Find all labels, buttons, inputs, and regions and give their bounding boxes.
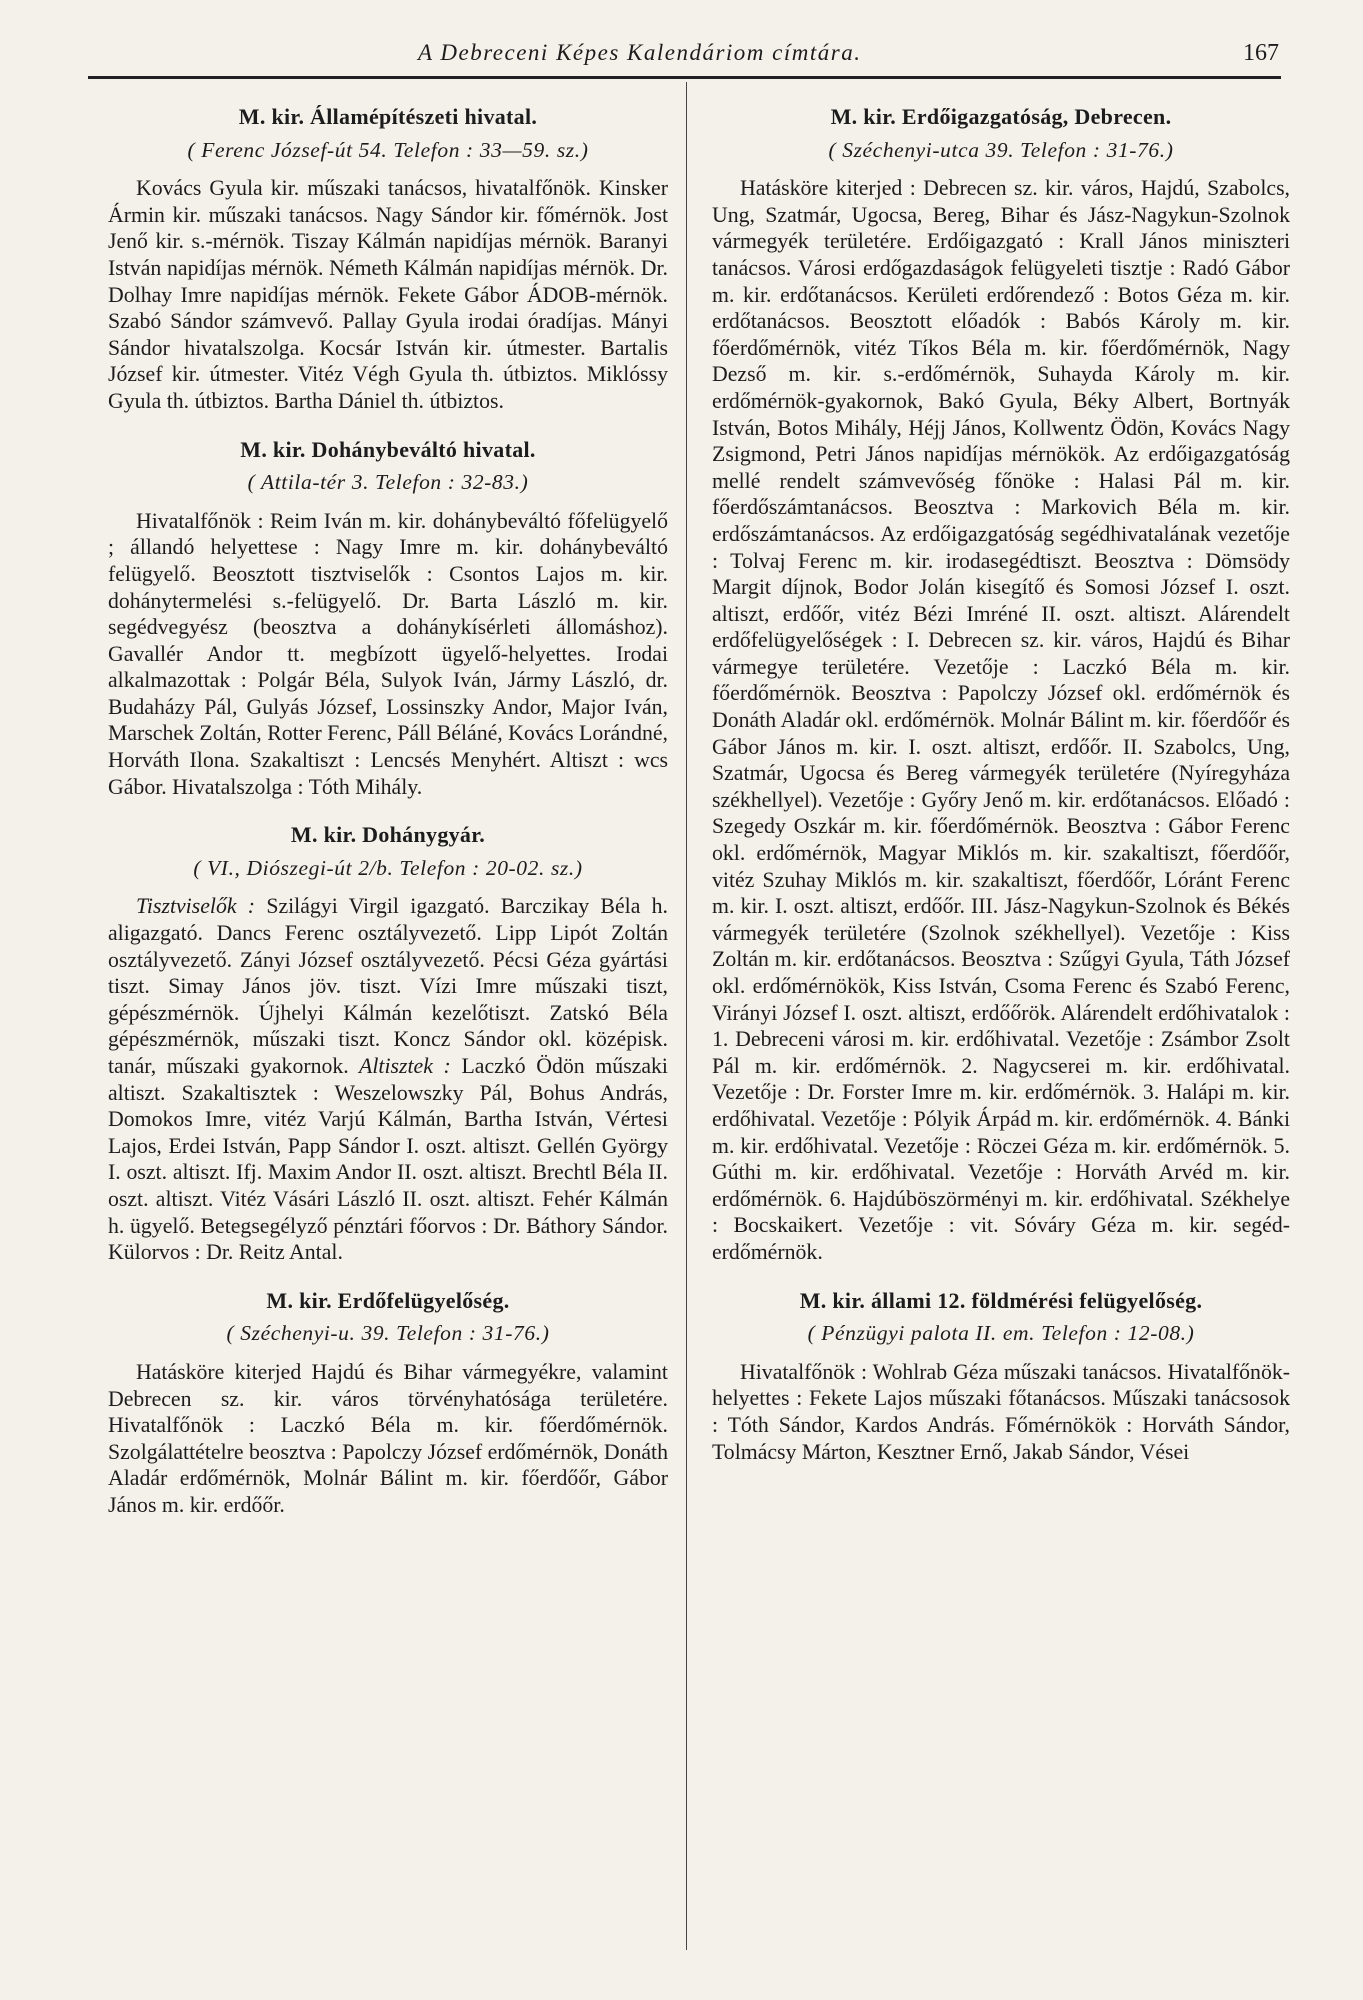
- running-title: A Debreceni Képes Kalendáriom címtára.: [418, 40, 862, 65]
- body-text: Szilágyi Virgil igazgató. Barczikay Béla h. aligazgató. Dancs Ferenc osztályvezető. Lipp Lipót Zoltán osztályvezető. Zányi József osztályvezető. Pécsi Géza gyártási tiszt. Simay János jöv. tiszt. Vízi Imre műszaki tiszt, gépészmérnök. Újhelyi Kálmán kezelőtiszt. Zatskó Béla gépészmérnök, műszaki tiszt. Koncz Sándor okl. középisk. tanár, műszaki gyakornok.: [108, 894, 668, 1078]
- section-body: Hatásköre kiterjed Hajdú és Bihar vármegyékre, valamint Debrecen sz. kir. város törvényhatósága területére. Hivatalfőnök : Laczkó Béla m. kir. főerdőmérnök. Szolgálattételre beosztva : Papolczy József erdőmérnök, Donáth Aladár erdőmérnök, Molnár Bálint m. kir. főerdőőr, Gábor János m. kir. erdőőr.: [108, 1359, 668, 1517]
- body-lead-2: Altisztek :: [348, 1054, 451, 1078]
- section-erdoigazgatosag: [712, 104, 1290, 1266]
- section-body: Kovács Gyula kir. műszaki tanácsos, hivatalfőnök. Kinsker Ármin kir. műszaki tanácsos. Nagy Sándor kir. főmérnök. Jost Jenő kir. s.-mérnök. Tiszay Kálmán napidíjas mérnök. Baranyi István napidíjas mérnök. Németh Kálmán napidíjas mérnök. Dr. Dolhay Imre napidíjas mérnök. Fekete Gábor ÁDOB-mérnök. Szabó Sándor számvevő. Pallay Gyula irodai óradíjas. Mányi Sándor hivatalszolga. Kocsár István kir. útmester. Bartalis József kir. útmester. Vitéz Végh Gyula th. útbiztos. Miklóssy Gyula th. útbiztos. Bartha Dániel th. útbiztos.: [108, 176, 668, 413]
- section-body: Hivatalfőnök : Wohlrab Géza műszaki tanácsos. Hivatalfőnök-helyettes : Fekete Lajos műszaki főtanácsos. Műszaki tanácsosok : Tóth Sándor, Kardos András. Főmérnökök : Horváth Sándor, Tolmácsy Márton, Kesztner Ernő, Jakab Sándor, Vései: [712, 1359, 1290, 1464]
- section-erdofelugyeloseg: [108, 1288, 668, 1519]
- section-body: Hatásköre kiterjed : Debrecen sz. kir. város, Hajdú, Szabolcs, Ung, Szatmár, Ugocsa, Bereg, Bihar és Jász-Nagykun-Szolnok vármegyék területére. Erdőigazgató : Krall János miniszteri tanácsos. Városi erdőgazdaságok felügyeleti tisztje : Radó Gábor m. kir. erdőtanácsos. Kerületi erdőrendező : Botos Géza m. kir. erdőtanácsos. Beosztott előadók : Babós Károly m. kir. főerdőmérnök, vitéz Tíkos Béla m. kir. főerdőmérnök, Nagy Dezső m. kir. s.-erdőmérnök, Suhayda Károly m. kir. erdőmérnök-gyakornok, Bakó Gyula, Béky Albert, Bortnyák István, Botos Mihály, Héjj János, Kollwentz Ödön, Kovács Nagy Zsigmond, Petri János napidíjas mérnökök. Az erdőigazgatóság mellé rendelt számvevőség főnöke : Halasi Pál m. kir. főerdőszámtanácsos. Beosztva : Markovich Béla m. kir. erdőszámtanácsos. Az erdőigazgatóság segédhivatalának vezetője : Tolvaj Ferenc m. kir. irodasegédtiszt. Beosztva : Dömsödy Margit díjnok, Bodor Jolán kisegítő és Somosi József I. oszt. altiszt, erdőőr, vitéz Bézi Imréné II. oszt. altiszt. Alárendelt erdőfelügyelőségek : I. Debrecen sz. kir. város, Hajdú és Bihar vármegye területére. Vezetője : Laczkó Béla m. kir. főerdőmérnök. Beosztva : Papolczy József okl. erdőmérnök és Donáth Aladár okl. erdőmérnök. Molnár Bálint m. kir. főerdőőr és Gábor János m. kir. I. oszt. altiszt, erdőőr. II. Szabolcs, Ung, Szatmár, Ugocsa és Bereg vármegyék területére (Nyíregyháza székhellyel). Vezetője : Győry Jenő m. kir. erdőtanácsos. Előadó : Szegedy Oszkár m. kir. főerdőmérnök. Beosztva : Gábor Ferenc okl. erdőmérnök, Magyar Miklós m. kir. szakaltiszt, főerdőőr, vitéz Szuhay Miklós m. kir. szakaltiszt, főerdőőr, Lóránt Ferenc m. kir. I. oszt. altiszt, erdőőr. III. Jász-Nagykun-Szolnok és Békés vármegyék területére (Szolnok székhellyel). Vezetője : Kiss Zoltán m. kir. erdőtanácsos. Beosztva : Szűgyi Gyula, Táth József okl. erdőmérnökök, Kiss István, Csoma Ferenc és Szabó Ferenc, Virányi József I. oszt. altiszt, erdőőrök. Alárendelt erdőhivatalok : 1. Debreceni városi m. kir. erdőhivatal. Vezetője : Zsámbor Zsolt Pál m. kir. erdőmérnök. 2. Nagycserei m. kir. erdőhivatal. Vezetője : Dr. Forster Imre m. kir. erdőmérnök. 3. Halápi m. kir. erdőhivatal. Vezetője : Pólyik Árpád m. kir. erdőmérnök. 4. Bánki m. kir. erdőhivatal. Vezetője : Röczei Géza m. kir. erdőmérnök. 5. Gúthi m. kir. erdőhivatal. Vezetője : Horváth Arvéd m. kir. erdőmérnök. 6. Hajdúböszörményi m. kir. erdőhivatal. Székhelye : Bocskaikert. Vezetője : vit. Sóváry Géza m. kir. segéd-erdőmérnök.: [712, 176, 1290, 1264]
- section-title: M. kir. Államépítészeti hivatal.: [238, 104, 538, 129]
- section-address: ( Attila-tér 3. Telefon : 32-83.): [247, 470, 529, 495]
- section-title: M. kir. Dohánygyár.: [290, 822, 486, 848]
- section-address: ( Széchenyi-utca 39. Telefon : 31-76.): [828, 137, 1174, 162]
- section-allamepiteszeti: [108, 104, 668, 415]
- section-body: [108, 893, 668, 1265]
- section-title: M. kir. Dohánybeváltó hivatal.: [240, 436, 536, 462]
- section-title: M. kir. állami 12. földmérési felügyelőség.: [799, 1287, 1203, 1313]
- section-title: M. kir. Erdőigazgatóság, Debrecen.: [830, 104, 1172, 129]
- page-header: [88, 32, 1281, 79]
- section-dohanygyar: [108, 822, 668, 1266]
- column-divider: [686, 82, 687, 1950]
- body-lead: Tisztviselők :: [136, 894, 256, 919]
- section-dohanybevalto: [108, 437, 668, 801]
- section-title: M. kir. Erdőfelügyelőség.: [266, 1287, 510, 1313]
- page-number: 167: [1243, 40, 1279, 66]
- right-column: [712, 104, 1290, 1487]
- left-column: [108, 104, 668, 1541]
- section-address: ( VI., Diószegi-út 2/b. Telefon : 20-02. sz.): [193, 855, 583, 880]
- section-address: ( Ferenc József-út 54. Telefon : 33—59. sz.): [187, 137, 589, 162]
- section-address: ( Széchenyi-u. 39. Telefon : 31-76.): [226, 1321, 550, 1346]
- body-text-2: Laczkó Ödön műszaki altiszt. Szakaltisztek : Weszelowszky Pál, Bohus András, Domokos Imre, vitéz Varjú Kálmán, Bartha István, Vértesi Lajos, Erdei István, Papp Sándor I. oszt. altiszt. Gellén György I. oszt. altiszt. Ifj. Maxim Andor II. oszt. altiszt. Brechtl Béla II. oszt. altiszt. Vitéz Vásári László II. oszt. altiszt. Fehér Kálmán h. ügyelő. Betegsegélyző pénztári főorvos : Dr. Báthory Sándor. Külorvos : Dr. Reitz Antal.: [108, 1054, 668, 1265]
- section-foldmeresi: [712, 1288, 1290, 1466]
- section-body: Hivatalfőnök : Reim Iván m. kir. dohánybeváltó főfelügyelő ; állandó helyettese : Nagy Imre m. kir. dohánybeváltó felügyelő. Beosztott tisztviselők : Csontos Lajos m. kir. dohánytermelési s.-felügyelő. Dr. Barta László m. kir. segédvegyész (beosztva a dohánykísérleti állomáshoz). Gavallér Andor tt. megbízott ügyelő-helyettes. Irodai alkalmazottak : Polgár Béla, Sulyok Iván, Jármy László, dr. Budaházy Pál, Gulyás József, Lossinszky Andor, Major Iván, Marschek Zoltán, Rotter Ferenc, Páll Béláné, Kovács Lorándné, Horváth Ilona. Szakaltiszt : Lencsés Menyhért. Altiszt : wcs Gábor. Hivatalszolga : Tóth Mihály.: [108, 508, 668, 799]
- section-address: ( Pénzügyi palota II. em. Telefon : 12-08.): [807, 1321, 1195, 1346]
